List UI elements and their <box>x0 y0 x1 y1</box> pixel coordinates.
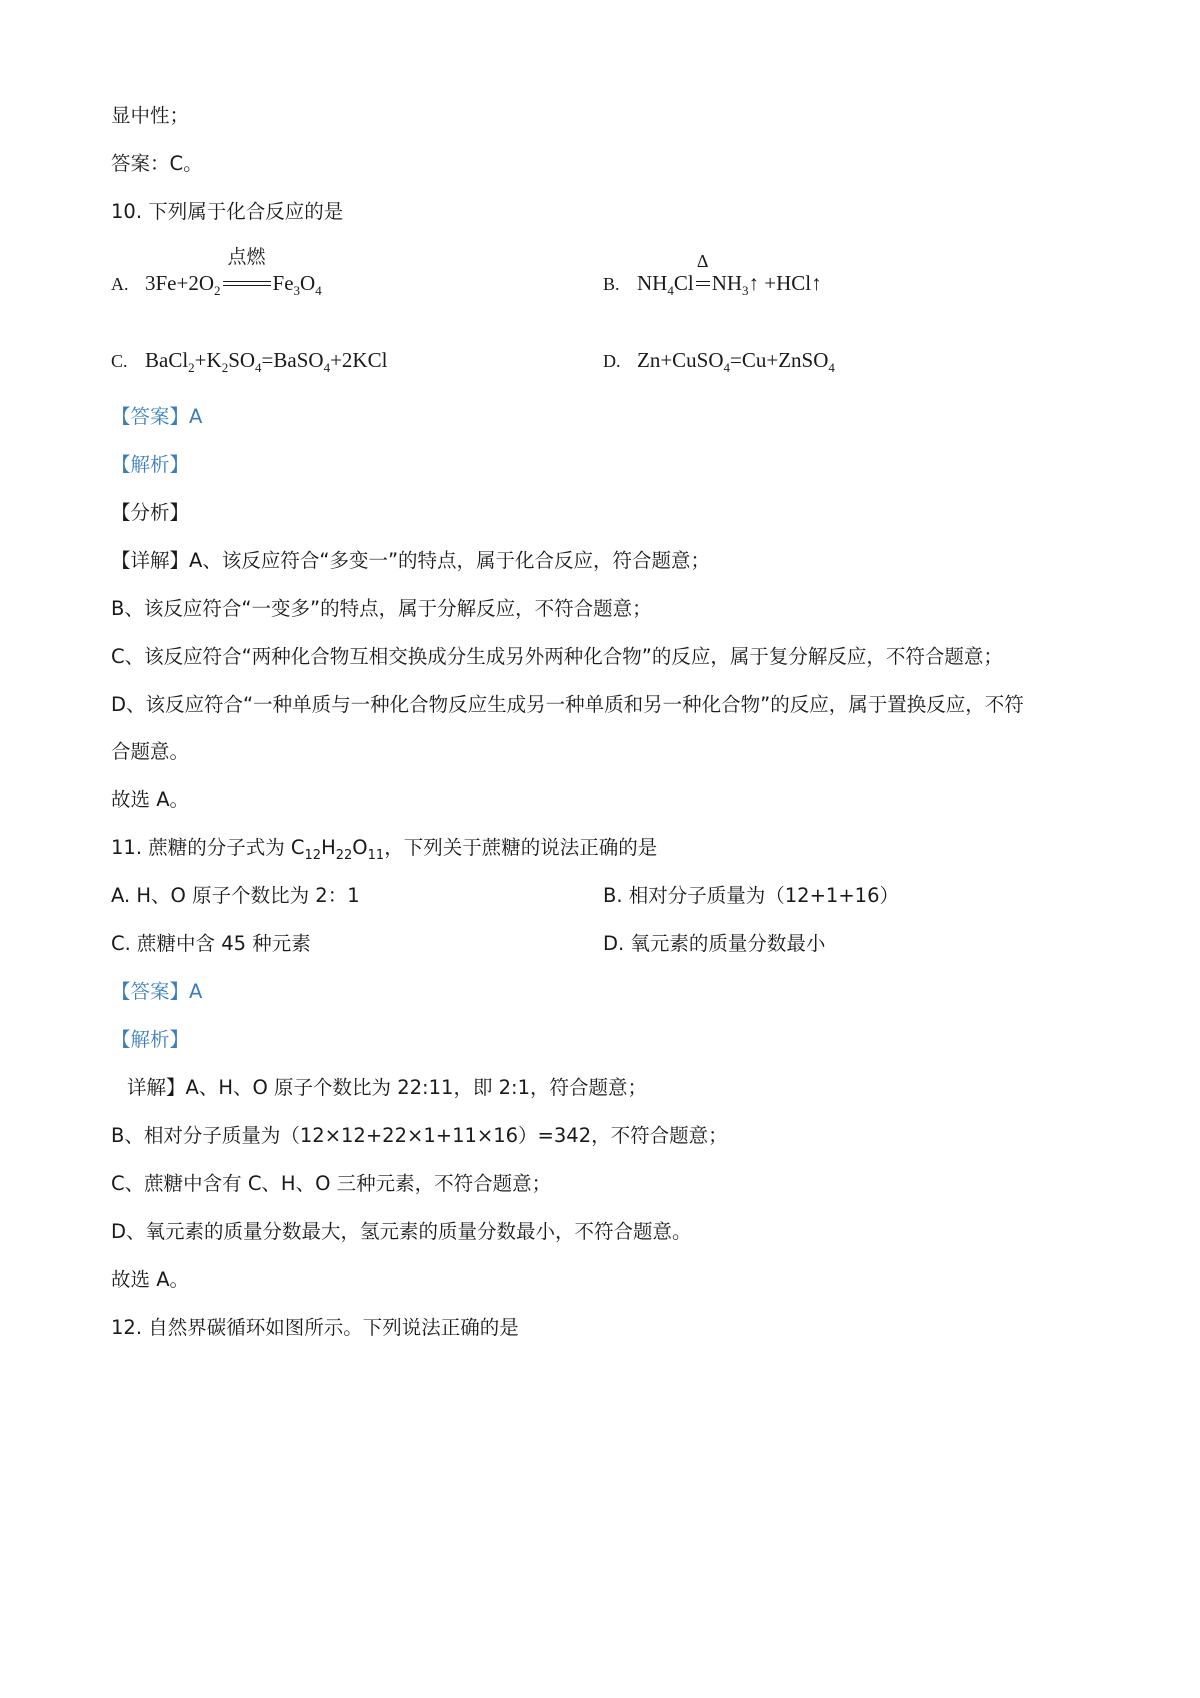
reaction-condition <box>223 246 271 296</box>
answer-label: 【答案】A <box>111 405 203 428</box>
subscript: 4 <box>255 360 262 375</box>
option-10-b <box>603 251 822 298</box>
analysis-label: 【解析】 <box>111 1028 190 1051</box>
formula-part: NH <box>637 271 668 295</box>
option-10-c <box>111 347 387 374</box>
option-11-a: A. H、O 原子个数比为 2：1 <box>111 884 360 907</box>
option-label: B. <box>603 274 620 294</box>
formula-part: =Cu+ZnSO <box>730 348 829 372</box>
subscript: 22 <box>335 848 353 863</box>
formula-part: =BaSO <box>261 348 324 372</box>
text-line: C、该反应符合“两种化合物互相交换成分生成另外两种化合物”的反应，属于复分解反应，不符合题意； <box>111 645 1003 668</box>
equal-sign <box>696 281 710 286</box>
subscript: 12 <box>304 848 322 863</box>
formula-part: H <box>321 836 336 859</box>
subscript: 4 <box>828 360 835 375</box>
subscript: 2 <box>214 283 221 298</box>
text-line: D、该反应符合“一种单质与一种化合物反应生成另一种单质和另一种化合物”的反应，属于置换反应，不符 <box>111 693 1024 716</box>
option-label: D. <box>603 351 621 371</box>
formula-part: ↑ +HCl↑ <box>748 271 822 295</box>
subscript: 4 <box>323 360 331 375</box>
text-line: C、蔗糖中含有 C、H、O 三种元素，不符合题意； <box>111 1172 552 1195</box>
reaction-condition <box>696 251 710 296</box>
text-line: 【详解】A、该反应符合“多变一”的特点，属于化合反应，符合题意； <box>111 549 711 572</box>
formula-part: Zn+CuSO <box>637 348 724 372</box>
text-line: B、相对分子质量为（12×12+22×1+11×16）=342，不符合题意； <box>111 1124 728 1147</box>
formula-part: +K <box>194 348 222 372</box>
formula-part: O <box>352 836 368 859</box>
subscript: 4 <box>667 283 674 298</box>
formula-part: BaCl <box>145 348 189 372</box>
subscript: 4 <box>315 283 322 298</box>
analysis-label: 【解析】 <box>111 453 190 476</box>
formula-part: Cl <box>673 271 694 295</box>
text-line: B、该反应符合“一变多”的特点，属于分解反应，不符合题意； <box>111 597 652 620</box>
text-line: 详解】A、H、O 原子个数比为 22:11，即 2:1，符合题意； <box>127 1076 648 1099</box>
text-line: 显中性； <box>111 104 190 127</box>
option-label: C. <box>111 351 128 371</box>
option-label: A. <box>111 274 129 294</box>
equal-sign <box>223 281 271 286</box>
question-text: ，下列关于蔗糖的说法正确的是 <box>384 836 658 859</box>
question-text: 11. 蔗糖的分子式为 C <box>111 836 305 859</box>
option-11-b: B. 相对分子质量为（12+1+16） <box>603 884 899 907</box>
question-11 <box>111 835 657 861</box>
formula-part: Fe <box>272 271 294 295</box>
condition-label: 点燃 <box>227 246 266 268</box>
formula-part: O <box>300 271 316 295</box>
question-10: 10. 下列属于化合反应的是 <box>111 200 344 223</box>
subscript: 11 <box>367 848 385 863</box>
text-line: 合题意。 <box>111 740 190 763</box>
subscript: 4 <box>723 360 731 375</box>
text-line: 故选 A。 <box>111 788 190 811</box>
formula-part: NH <box>711 271 743 295</box>
subscript: 3 <box>742 283 749 298</box>
option-11-c: C. 蔗糖中含 45 种元素 <box>111 932 311 955</box>
formula-part: 3Fe+2O <box>145 271 215 295</box>
subscript: 3 <box>293 283 301 298</box>
answer-label: 【答案】A <box>111 980 203 1003</box>
formula-part: +2KCl <box>330 348 388 372</box>
text-line: 故选 A。 <box>111 1268 190 1291</box>
option-11-d: D. 氧元素的质量分数最小 <box>603 932 826 955</box>
option-10-a <box>111 246 322 298</box>
formula-part: SO <box>228 348 256 372</box>
option-10-d <box>603 347 835 374</box>
text-line: D、氧元素的质量分数最大，氢元素的质量分数最小，不符合题意。 <box>111 1220 692 1243</box>
subscript: 2 <box>188 360 195 375</box>
question-12: 12. 自然界碳循环如图所示。下列说法正确的是 <box>111 1316 519 1339</box>
subscript: 2 <box>221 360 229 375</box>
section-label: 【分析】 <box>111 501 190 524</box>
text-line: 答案：C。 <box>111 152 203 175</box>
condition-label: Δ <box>696 251 709 271</box>
